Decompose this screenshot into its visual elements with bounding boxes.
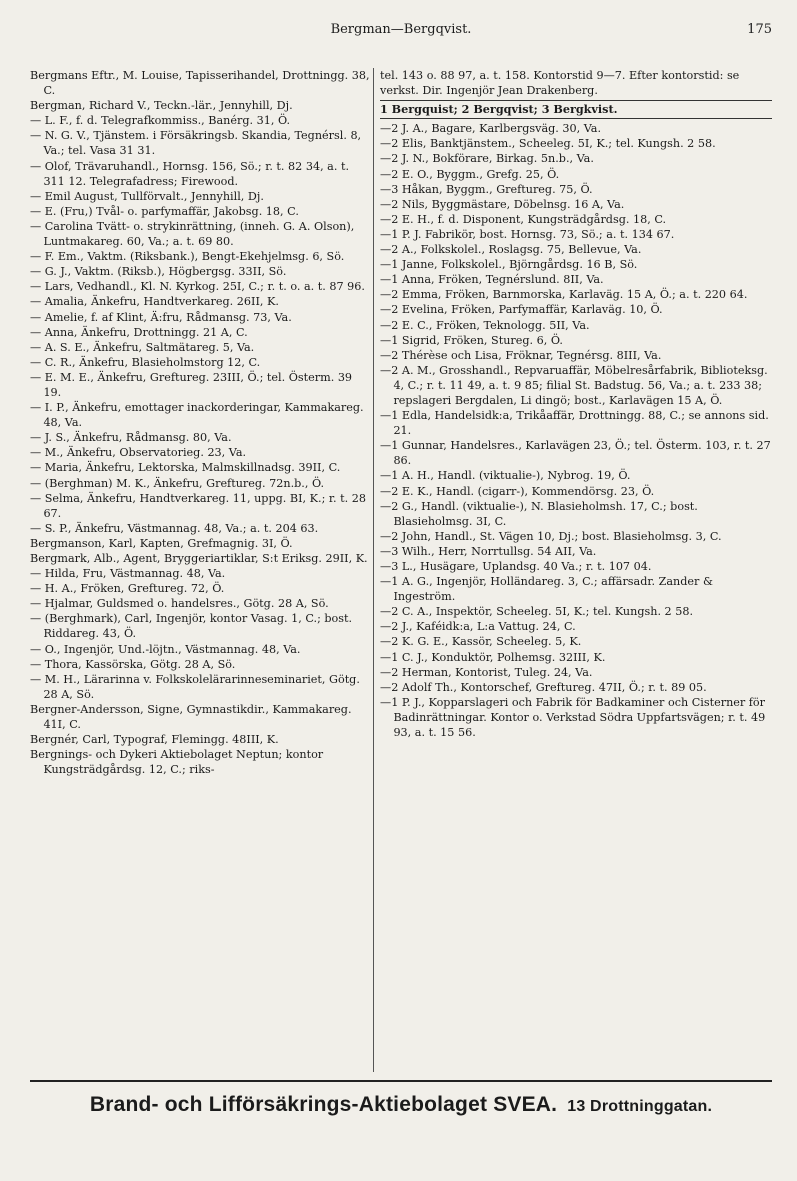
directory-entry: Bergmanson, Karl, Kapten, Grefmagnig. 3I, Ö. xyxy=(30,536,293,550)
directory-entry: —1 A. G., Ingenjör, Holländareg. 3, C.; affärsadr. Zander & Ingeström. xyxy=(380,575,713,604)
directory-entry: — C. R., Änkefru, Blasieholmstorg 12, C. xyxy=(30,355,261,369)
directory-entry: — N. G. V., Tjänstem. i Försäkringsb. Skandia, Tegnérsl. 8, Va.; tel. Vasa 31 31. xyxy=(30,129,362,158)
directory-entry: —1 Gunnar, Handelsres., Karlavägen 23, Ö.; tel. Österm. 103, r. t. 27 86. xyxy=(380,439,771,468)
directory-entry: Bergmans Eftr., M. Louise, Tapisserihandel, Drottningg. 38, C. xyxy=(30,69,370,98)
directory-entry: —2 K. G. E., Kassör, Scheeleg. 5, K. xyxy=(380,635,582,649)
running-title: Bergman—Bergqvist. xyxy=(330,22,472,37)
directory-entry: Bergmark, Alb., Agent, Bryggeriartiklar, S:t Eriksg. 29II, K. xyxy=(30,552,368,565)
directory-entry: — Olof, Trävaruhandl., Hornsg. 156, Sö.; r. t. 82 34, a. t. 311 12. Telegrafadress; Firewood. xyxy=(30,159,350,188)
directory-entry: Bergman, Richard V., Teckn.-lär., Jennyhill, Dj. xyxy=(30,99,293,113)
directory-entry: —1 C. J., Konduktör, Polhemsg. 32III, K. xyxy=(380,650,606,664)
directory-entry: — Carolina Tvätt- o. strykinrättning, (inneh. G. A. Olson), Luntmakareg. 60, Va.; a. t. 69 80. xyxy=(30,219,355,249)
directory-entry: —2 G., Handl. (viktualie-), N. Blasieholmsh. 17, C.; bost. Blasieholmsg. 3I, C. xyxy=(380,499,698,528)
directory-entry: Bergnings- och Dykeri Aktiebolaget Neptun; kontor Kungsträdgårdsg. 12, C.; riks- xyxy=(30,748,324,777)
directory-entry: tel. 143 o. 88 97, a. t. 158. Kontorstid 9—7. Efter kontorstid: se verkst. Dir. Ingenjör Jean Drakenberg. xyxy=(380,69,740,98)
directory-entry: —2 Nils, Byggmästare, Döbelnsg. 16 A, Va. xyxy=(380,197,625,211)
directory-entry: —2 Adolf Th., Kontorschef, Greftureg. 47II, Ö.; r. t. 89 05. xyxy=(380,680,707,694)
directory-entry: — Emil August, Tullförvalt., Jennyhill, Dj. xyxy=(30,189,264,203)
advertisement-banner xyxy=(30,1080,772,1128)
directory-entry: —2 E. H., f. d. Disponent, Kungsträdgårdsg. 18, C. xyxy=(380,212,667,226)
directory-entry: —1 Sigrid, Fröken, Stureg. 6, Ö. xyxy=(380,333,563,347)
directory-entry: —2 Herman, Kontorist, Tuleg. 24, Va. xyxy=(380,665,593,679)
directory-entry: —1 Anna, Fröken, Tegnérslund. 8II, Va. xyxy=(380,273,604,287)
advertisement-address: 13 Drottninggatan. xyxy=(567,1098,713,1115)
directory-entry: — Selma, Änkefru, Handtverkareg. 11, uppg. BI, K.; r. t. 28 67. xyxy=(30,491,366,520)
directory-entry: —2 E. O., Byggm., Grefg. 25, Ö. xyxy=(380,167,560,181)
left-column xyxy=(30,68,370,777)
directory-entry: Bergner-Andersson, Signe, Gymnastikdir., Kammakareg. 41I, C. xyxy=(30,702,352,732)
directory-entry: — (Berghman) M. K., Änkefru, Greftureg. 72n.b., Ö. xyxy=(30,476,325,490)
directory-entry: — E. (Fru,) Tvål- o. parfymaffär, Jakobsg. 18, C. xyxy=(30,204,299,218)
directory-entry: —2 J., Kaféidk:a, L:a Vattug. 24, C. xyxy=(380,620,576,634)
directory-entry: —2 E. C., Fröken, Teknologg. 5II, Va. xyxy=(380,318,590,332)
column-divider xyxy=(373,68,374,1072)
directory-entry: — H. A., Fröken, Greftureg. 72, Ö. xyxy=(30,582,225,596)
directory-entry: — M. H., Lärarinna v. Folkskolelärarinneseminariet, Götg. 28 A, Sö. xyxy=(30,672,360,701)
section-heading: 1 Bergquist; 2 Bergqvist; 3 Bergkvist. xyxy=(380,100,772,119)
directory-entry: —2 A. M., Grosshandl., Repvaruaffär, Möbelresårfabrik, Biblioteksg. 4, C.; r. t. 11 49, a. t. 9 85; filial St. Badstug. 56, Va.; a. t. 233 38; repslageri Bergdalen, Li dingö; bost., Karlavägen 15 A, Ö. xyxy=(380,363,768,407)
directory-entry: —2 E. K., Handl. (cigarr-), Kommendörsg. 23, Ö. xyxy=(380,484,655,498)
directory-entry: — S. P., Änkefru, Västmannag. 48, Va.; a. t. 204 63. xyxy=(30,521,319,535)
directory-entry: — Thora, Kassörska, Götg. 28 A, Sö. xyxy=(30,657,236,671)
directory-entry: — G. J., Vaktm. (Riksb.), Högbergsg. 33II, Sö. xyxy=(30,265,287,279)
directory-entry: — Amalia, Änkefru, Handtverkareg. 26II, K. xyxy=(30,295,279,309)
directory-entry: — Hjalmar, Guldsmed o. handelsres., Götg. 28 A, Sö. xyxy=(30,597,329,611)
directory-entry: — Lars, Vedhandl., Kl. N. Kyrkog. 25I, C.; r. t. o. a. t. 87 96. xyxy=(30,280,365,294)
directory-entry: — E. M. E., Änkefru, Greftureg. 23III, Ö.; tel. Österm. 39 19. xyxy=(30,370,353,399)
page-header xyxy=(30,18,772,44)
directory-entry: — I. P., Änkefru, emottager inackorderingar, Kammakareg. 48, Va. xyxy=(30,401,364,430)
directory-entry: — M., Änkefru, Observatorieg. 23, Va. xyxy=(30,446,247,460)
directory-entry: — (Berghmark), Carl, Ingenjör, kontor Vasag. 1, C.; bost. Riddareg. 43, Ö. xyxy=(30,612,353,641)
directory-entry: —2 Thérèse och Lisa, Fröknar, Tegnérsg. 8III, Va. xyxy=(380,348,662,362)
directory-entry: — J. S., Änkefru, Rådmansg. 80, Va. xyxy=(30,431,232,445)
directory-entry: — Hilda, Fru, Västmannag. 48, Va. xyxy=(30,567,226,581)
directory-entry: — A. S. E., Änkefru, Saltmätareg. 5, Va. xyxy=(30,340,255,354)
directory-entry: —1 Edla, Handelsidk:a, Trikåaffär, Drottningg. 88, C.; se annons sid. 21. xyxy=(380,409,769,438)
directory-entry: —3 L., Husägare, Uplandsg. 40 Va.; r. t. 107 04. xyxy=(380,560,652,573)
directory-entry: —1 A. H., Handl. (viktualie-), Nybrog. 19, Ö. xyxy=(380,469,631,483)
directory-entry: —2 John, Handl., St. Vägen 10, Dj.; bost. Blasieholmsg. 3, C. xyxy=(380,529,722,543)
directory-entry: —2 J. N., Bokförare, Birkag. 5n.b., Va. xyxy=(380,152,594,166)
directory-entry: —1 P. J. Fabrikör, bost. Hornsg. 73, Sö.; a. t. 134 67. xyxy=(380,227,675,241)
directory-entry: — L. F., f. d. Telegrafkommiss., Banérg. 31, Ö. xyxy=(30,114,291,128)
directory-entry: —2 Evelina, Fröken, Parfymaffär, Karlaväg. 10, Ö. xyxy=(380,303,663,317)
directory-entry: Bergnér, Carl, Typograf, Flemingg. 48III, K. xyxy=(30,733,279,747)
directory-entry: — Amelie, f. af Klint, Ä:fru, Rådmansg. 73, Va. xyxy=(30,310,292,324)
right-column xyxy=(380,68,772,740)
directory-entry: —2 C. A., Inspektör, Scheeleg. 5I, K.; tel. Kungsh. 2 58. xyxy=(380,605,694,619)
directory-entry: — F. Em., Vaktm. (Riksbank.), Bengt-Ekehjelmsg. 6, Sö. xyxy=(30,250,345,264)
page-number: 175 xyxy=(747,22,772,37)
directory-entry: —2 Emma, Fröken, Barnmorska, Karlaväg. 15 A, Ö.; a. t. 220 64. xyxy=(380,288,748,302)
directory-entry: —2 J. A., Bagare, Karlbergsväg. 30, Va. xyxy=(380,122,602,136)
advertisement-text: Brand- och Lifförsäkrings-Aktiebolaget SVEA. xyxy=(89,1093,558,1116)
directory-entry: —3 Wilh., Herr, Norrtullsg. 54 AII, Va. xyxy=(380,544,597,558)
directory-entry: —2 A., Folkskolel., Roslagsg. 75, Bellevue, Va. xyxy=(380,243,642,257)
directory-entry: — Anna, Änkefru, Drottningg. 21 A, C. xyxy=(30,325,248,339)
directory-entry: — Maria, Änkefru, Lektorska, Malmskillnadsg. 39II, C. xyxy=(30,461,341,475)
directory-entry: —1 Janne, Folkskolel., Björngårdsg. 16 B, Sö. xyxy=(380,258,638,272)
directory-entry: —1 P. J., Kopparslageri och Fabrik för Badkaminer och Cisterner för Badinrättningar. Kontor o. Verkstad Södra Uppfartsvägen; r. t. 49 93, a. t. 15 56. xyxy=(380,695,766,740)
directory-entry: —2 Elis, Banktjänstem., Scheeleg. 5I, K.; tel. Kungsh. 2 58. xyxy=(380,137,716,151)
directory-entry: — O., Ingenjör, Und.-löjtn., Västmannag. 48, Va. xyxy=(30,642,301,656)
directory-entry: —3 Håkan, Byggm., Greftureg. 75, Ö. xyxy=(380,182,593,196)
